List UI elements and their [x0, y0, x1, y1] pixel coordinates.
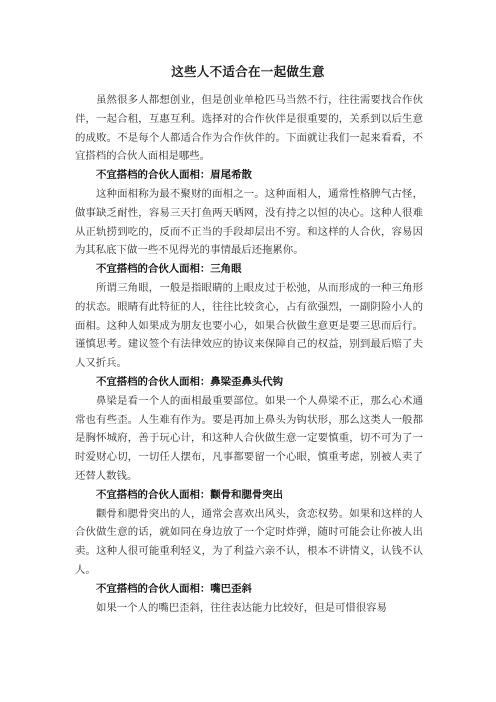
- document-title: 这些人不适合在一起做生意: [171, 64, 325, 79]
- section-body-mouth: 如果一个人的嘴巴歪斜，往往表达能力比较好，但是可惜很容易: [96, 601, 387, 614]
- section-body-eyebrow: 这种面相称为最不聚财的面相之一。这种面相人，通常性格脾气古怪，做事缺乏耐性，容易三天打鱼两天晒网，没有持之以恒的决心。这种人很难从正轨捞到吃的，反而不正当的手段却层出不穷。和这样的人合伙，容易因为其私底下做一些不见得光的事情最后还拖累你。: [75, 187, 423, 257]
- section-heading-nose: 不宜搭档的合伙人面相：鼻梁歪鼻头代钩: [96, 375, 284, 388]
- section-heading-cheekbones: 不宜搭档的合伙人面相：颧骨和腮骨突出: [96, 488, 284, 501]
- document-body: [75, 91, 423, 617]
- section-body-triangle-eyes: 所谓三角眼，一般是指眼睛的上眼皮过于松弛，从而形成的一种三角形的状态。眼睛有此特征的人，往往比较贪心，占有欲强烈，一副阴险小人的面相。这种人如果成为朋友也要小心，如果合伙做生意更是要三思而后行。谨慎思考。建议签个有法律效应的协议来保障自己的权益，别到最后赔了夫人又折兵。: [75, 281, 423, 370]
- section-body-nose: 鼻梁是看一个人的面相最重要部位。如果一个人鼻梁不正，那么心术通常也有些歪。人生难有作为。要是再加上鼻头为钩状形，那么这类人一般都是胸怀城府，善于玩心计，和这种人合伙做生意一定要慎重，切不可为了一时爱财心切，一切任人摆布，凡事都要留一个心眼，慎重考虑，别被人卖了还替人数钱。: [75, 394, 423, 482]
- section-heading-triangle-eyes: 不宜搭档的合伙人面相：三角眼: [96, 263, 242, 276]
- intro-paragraph: 虽然很多人都想创业，但是创业单枪匹马当然不行，往往需要找合作伙伴，一起合租，互惠互利。选择对的合作伙伴是很重要的，关系到以后生意的成败。不是每个人都适合作为合作伙伴的。下面就让我们一起来看看，不宜搭档的合伙人面相是哪些。: [75, 94, 423, 163]
- section-body-cheekbones: 颧骨和腮骨突出的人，通常会喜欢出风头，贪恋权势。如果和这样的人合伙做生意的话，就如同在身边放了一个定时炸弹，随时可能会让你被人出卖。这种人很可能重利轻义，为了利益六亲不认，根本不讲情义，认钱不认人。: [75, 507, 423, 576]
- section-heading-eyebrow: 不宜搭档的合伙人面相：眉尾希散: [96, 169, 252, 182]
- section-heading-mouth: 不宜搭档的合伙人面相：嘴巴歪斜: [96, 582, 252, 595]
